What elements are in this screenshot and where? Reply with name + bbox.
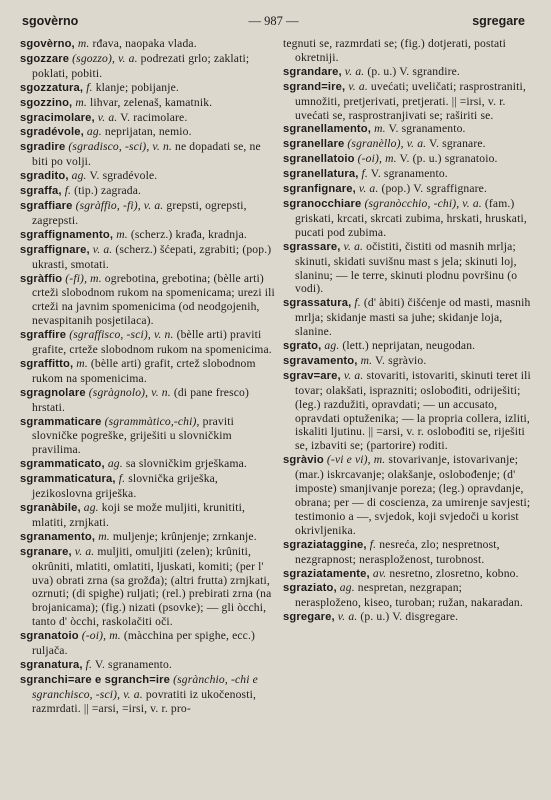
dictionary-entry: [283, 137, 531, 152]
dictionary-entry: [20, 501, 275, 530]
entry-grammar: f.: [85, 657, 93, 671]
dictionary-entry: [20, 357, 275, 386]
entry-headword: sgradire: [20, 141, 66, 154]
entry-headword: sgovèrno,: [20, 38, 75, 50]
entry-headword: sgozzino,: [20, 96, 73, 109]
dictionary-entry: [20, 199, 275, 228]
entry-definition: sa slovničkim grješkama.: [122, 457, 247, 471]
entry-headword: sgraziatamente,: [283, 567, 370, 580]
dictionary-entry: [20, 472, 275, 501]
dictionary-entry: [283, 610, 531, 625]
entry-grammar: (sgrànchio, -chi e sgranchisco, -sci), v. a.: [32, 672, 258, 701]
entry-definition: V. sgradévole.: [86, 169, 158, 183]
dictionary-entry: [20, 81, 275, 96]
entry-grammar: f.: [64, 184, 72, 198]
entry-grammar: ag.: [107, 457, 123, 471]
entry-grammar: f.: [369, 537, 377, 551]
dictionary-entry: [20, 243, 275, 272]
left-column: [20, 37, 275, 716]
entry-definition: podrezati grlo; zaklati; poklati, pobiti.: [32, 51, 250, 80]
entry-grammar: ag.: [86, 125, 102, 139]
entry-grammar: m.: [98, 529, 110, 543]
entry-grammar: ag.: [83, 501, 99, 514]
entry-headword: sgrassare,: [283, 240, 341, 253]
dictionary-entry: [20, 272, 275, 329]
dictionary-entry: [283, 197, 531, 240]
dictionary-entry: [20, 328, 275, 357]
dictionary-entry: [283, 80, 531, 123]
entry-headword: sgozzare: [20, 52, 70, 65]
entry-grammar: (-oi), m.: [357, 152, 397, 166]
entry-headword: sgradévole,: [20, 126, 84, 139]
entry-headword: sgraffa,: [20, 185, 62, 198]
entry-grammar: v. a.: [343, 239, 364, 253]
entry-grammar: f.: [86, 80, 93, 94]
header-left-guideword: sgovèrno: [22, 14, 79, 28]
entry-grammar: ag.: [324, 339, 340, 353]
entry-headword: sgranatura,: [20, 658, 83, 671]
entry-definition: V. (p. u.) sgranatoio.: [396, 152, 498, 166]
entry-definition: ogrebotina, grebotina; (bèlle arti) crteži slobodnom rukom na spomenicama; urezi ili crteži na javnim spomenicima (od neodgojenih, nevaspitanih posjetilaca).: [32, 271, 275, 328]
dictionary-entry: [20, 140, 275, 169]
dictionary-entry: [20, 629, 275, 658]
entry-definition: (bèlle arti) praviti grafite, crteže slobodnom rukom na spomenicima.: [32, 328, 272, 357]
entry-definition: povratiti iz ukočenosti, razmrdati. || =arsi, =irsi, v. r. pro-: [32, 687, 256, 715]
entry-definition: (màcchina per spighe, ecc.) ruljača.: [32, 629, 256, 658]
entry-headword: sgrammaticare: [20, 415, 102, 428]
entry-grammar: m.: [77, 37, 90, 50]
dictionary-entry: [283, 37, 531, 65]
dictionary-entry: [283, 296, 531, 339]
entry-headword: sgraziato,: [283, 582, 337, 595]
entry-grammar: (sgranòcchio, -chi), v. a.: [364, 196, 482, 210]
entry-grammar: m.: [360, 353, 373, 367]
entry-definition: slovnička griješka, jezikoslovna griješka.: [32, 472, 218, 501]
entry-definition: (bèlle arti) grafit, crtež slobodnom rukom na spomenicima.: [32, 356, 256, 385]
entry-headword: sgràffio: [20, 272, 63, 285]
dictionary-entry: [20, 52, 275, 81]
entry-definition: praviti slovničke pogreške, griješiti u slovničkim pravilima.: [32, 414, 234, 457]
entry-grammar: m.: [116, 227, 128, 241]
dictionary-entry: [20, 111, 275, 126]
entry-definition: stovarivanje, istovarivanje; (mar.) iskrcavanje; olakšanje, oslobođenje; (d' imposte) smanjivanje poreza; (leg.) opravdanje, obrana; per — di coscienza, za umirenje savjesti; testimonio a —, svjedok, koji svjedoči u korist okrivljenika.: [295, 453, 531, 537]
entry-definition: grepsti, ogrepsti, zagrepsti.: [32, 198, 247, 227]
dictionary-entry: [20, 457, 275, 472]
entry-grammar: (sgraffisco, -sci), v. n.: [69, 328, 174, 342]
entry-headword: sgraffiare: [20, 199, 73, 212]
page-number: — 987 —: [248, 14, 299, 28]
entry-definition: (lett.) neprijatan, neugodan.: [339, 339, 476, 353]
entry-headword: sgranellatoio: [283, 153, 355, 166]
entry-headword: sgranellare: [283, 138, 345, 151]
entry-headword: sgranfignare,: [283, 183, 356, 196]
entry-headword: sgrammaticato,: [20, 458, 105, 471]
entry-grammar: (sgranèllo), v. a.: [347, 137, 427, 151]
dictionary-entry: [20, 169, 275, 184]
entry-definition: (d' àbiti) čišćenje od masti, masnih mrlja; skidanje masti sa juhe; skidanje loja, slanine.: [295, 296, 531, 339]
entry-headword: sgraffignamento,: [20, 228, 114, 241]
entry-grammar: (sgradisco, -sci), v. n.: [68, 140, 172, 154]
dictionary-entry: [283, 240, 531, 297]
entry-definition: rđava, naopaka vlada.: [89, 37, 197, 50]
entry-headword: sgozzatura,: [20, 81, 84, 94]
entry-headword: sgrato,: [283, 340, 322, 353]
dictionary-entry: [20, 545, 275, 629]
entry-definition: (di pane fresco) hrstati.: [32, 385, 249, 414]
entry-definition: (p. u.) V. sgrandire.: [364, 64, 460, 78]
entry-grammar: av.: [372, 566, 387, 580]
dictionary-entry: [20, 658, 275, 673]
entry-definition: V. sgranamento.: [385, 122, 466, 136]
dictionary-entry: [20, 530, 275, 545]
entry-definition: nesretno, zlosretno, kobno.: [386, 566, 519, 580]
entry-definition: muljenje; krûnjenje; zrnkanje.: [109, 529, 257, 543]
entry-definition: (tip.) zagrada.: [71, 184, 142, 198]
entry-grammar: m.: [75, 95, 87, 109]
entry-headword: sgranchi=are e sgranch=ire: [20, 673, 171, 686]
entry-headword: sgranàbile,: [20, 502, 81, 514]
dictionary-entry: [283, 538, 531, 567]
entry-headword: sgranatoio: [20, 630, 79, 643]
entry-headword: sgrav=are,: [283, 369, 341, 382]
entry-definition: klanje; pobijanje.: [92, 80, 179, 94]
entry-grammar: m.: [374, 122, 386, 136]
entry-definition: lihvar, zelenaš, kamatnik.: [86, 95, 213, 109]
entry-grammar: (-fi), m.: [65, 271, 102, 285]
entry-headword: sgraziataggine,: [283, 538, 367, 551]
dictionary-entry: [20, 386, 275, 415]
entry-definition: očistiti, čistiti od masnih mrlja; skinuti, skidati suvišnu mast s jela; skinuti loj, slaninu; — le terre, skinuti plodnu površinu (o vodi).: [295, 239, 518, 296]
entry-definition: V. sgranamento.: [92, 657, 172, 671]
entry-headword: sgraffire: [20, 329, 67, 342]
dictionary-entry: [283, 354, 531, 369]
dictionary-entry: [283, 567, 531, 582]
entry-definition: V. sgranamento.: [367, 167, 448, 181]
entry-definition: koji se može muljiti, krunititi, mlatiti, zrnjkati.: [32, 501, 246, 529]
entry-grammar: (sgrammàtico,-chi),: [104, 414, 200, 428]
entry-headword: sgravamento,: [283, 354, 358, 367]
entry-headword: sgragnolare: [20, 386, 86, 399]
dictionary-entry: [20, 96, 275, 111]
dictionary-entry: [283, 167, 531, 182]
entry-definition: muljiti, omuljiti (zelen); krûniti, okrûniti, mlatiti, omlatiti, ljuskati, komiti; (per l' uva) obrati zrna (sa grožđa); (altri frutta) zrnjkati, ozrnuti; (di spighe) ruljati; (rel.) prebirati zrna (na brojanicama); (fig.) nizati (psovke); — gli òcchi, tanto d' òcchi, raskolačiti oči.: [32, 544, 272, 629]
entry-definition: tegnuti se, razmrdati se; (fig.) dotjerati, postati okretniji.: [283, 37, 507, 64]
entry-headword: sgraffignare,: [20, 243, 90, 256]
entry-definition: ne dopadati se, ne biti po volji.: [32, 140, 261, 169]
entry-headword: sgradito,: [20, 170, 69, 183]
entry-definition: nesreća, zlo; nespretnost, nezgrapnost; nerasploženost, turobnost.: [295, 537, 500, 566]
dictionary-entry: [20, 673, 275, 716]
dictionary-entry: [20, 184, 275, 199]
entry-grammar: (sgràffio, -fi), v. a.: [75, 198, 164, 212]
entry-grammar: v. a.: [97, 110, 118, 124]
entry-grammar: f.: [361, 167, 368, 181]
entry-headword: sgrammaticatura,: [20, 473, 116, 486]
dictionary-entry: [20, 228, 275, 243]
entry-grammar: v. a.: [344, 64, 365, 78]
entry-headword: sgranare,: [20, 545, 72, 558]
dictionary-entry: [20, 37, 275, 52]
entry-grammar: v. a.: [343, 368, 364, 382]
entry-grammar: v. a.: [348, 79, 368, 93]
entry-definition: neprijatan, nemio.: [101, 125, 192, 139]
entry-headword: sgranamento,: [20, 530, 96, 543]
entry-definition: V. sgranare.: [426, 137, 486, 151]
entry-definition: stovariti, istovariti, skinuti teret ili tovar; olakšati, isprazniti; oslobođiti, odriješiti; (leg.) razdužiti, opravdati; — un accusato, opravdati optuženika; — la propria collera, izliti, iskaliti ljutinu. || =arsi, v. r. oslobođiti se, riješiti se, izbaviti se; (partorire) roditi.: [295, 368, 531, 453]
entry-grammar: f.: [118, 472, 126, 486]
dictionary-entry: [283, 581, 531, 610]
dictionary-entry: [283, 339, 531, 354]
entry-grammar: (sgràgnolo), v. n.: [88, 385, 171, 399]
entry-headword: sgrassatura,: [283, 297, 352, 310]
entry-definition: uvećati; uveličati; rasprostraniti, umnožiti, pretjerivati, pretjerati. || =irsi, v. r. uvećati se, rasprostranjivati se; raširiti se.: [295, 79, 526, 122]
entry-headword: sgranocchiare: [283, 197, 362, 210]
dictionary-entry: [283, 453, 531, 537]
entry-definition: (scherz.) šćepati, zgrabiti; (pop.) ukrasti, smotati.: [32, 242, 272, 271]
page-header: [22, 14, 525, 32]
entry-definition: V. racimolare.: [117, 110, 188, 124]
entry-grammar: (-vi e vi), m.: [326, 453, 386, 467]
dictionary-entry: [283, 369, 531, 453]
entry-headword: sgranellatura,: [283, 168, 359, 181]
dictionary-entry: [283, 122, 531, 137]
entry-grammar: v. a.: [358, 182, 379, 196]
entry-headword: sgraffitto,: [20, 357, 74, 370]
entry-grammar: ag.: [71, 169, 87, 183]
entry-grammar: (sgozzo), v. a.: [72, 51, 138, 65]
right-column: [283, 37, 531, 625]
entry-grammar: ag.: [339, 581, 355, 595]
entry-grammar: f.: [354, 296, 361, 310]
entry-definition: (fam.) griskati, krcati, skrcati zubima, hrskati, hruskati, pucati pod zubima.: [295, 196, 527, 239]
entry-definition: nespretan, nezgrapan; nerasploženo, kiseo, turoban; ružan, nakaradan.: [295, 581, 523, 610]
entry-definition: (pop.) V. sgraffignare.: [378, 182, 487, 196]
entry-definition: (scherz.) krađa, kradnja.: [127, 227, 247, 241]
entry-grammar: (-oi), m.: [81, 629, 121, 643]
entry-grammar: v. a.: [92, 242, 113, 256]
entry-grammar: v. a.: [337, 610, 358, 624]
entry-headword: sgrandare,: [283, 65, 342, 78]
entry-headword: sgregare,: [283, 611, 335, 624]
entry-definition: V. sgràvio.: [372, 353, 427, 367]
header-right-guideword: sgregare: [472, 14, 525, 28]
dictionary-entry: [283, 65, 531, 80]
entry-grammar: m.: [76, 356, 88, 370]
entry-grammar: v. a.: [74, 544, 95, 558]
dictionary-entry: [20, 415, 275, 458]
dictionary-entry: [283, 182, 531, 197]
dictionary-entry: [20, 125, 275, 140]
entry-headword: sgrand=ire,: [283, 80, 346, 93]
dictionary-entry: [283, 152, 531, 167]
entry-headword: sgràvio: [283, 454, 324, 467]
entry-definition: (p. u.) V. disgregare.: [357, 610, 459, 624]
entry-headword: sgranellamento,: [283, 123, 372, 136]
entry-headword: sgracimolare,: [20, 111, 95, 124]
